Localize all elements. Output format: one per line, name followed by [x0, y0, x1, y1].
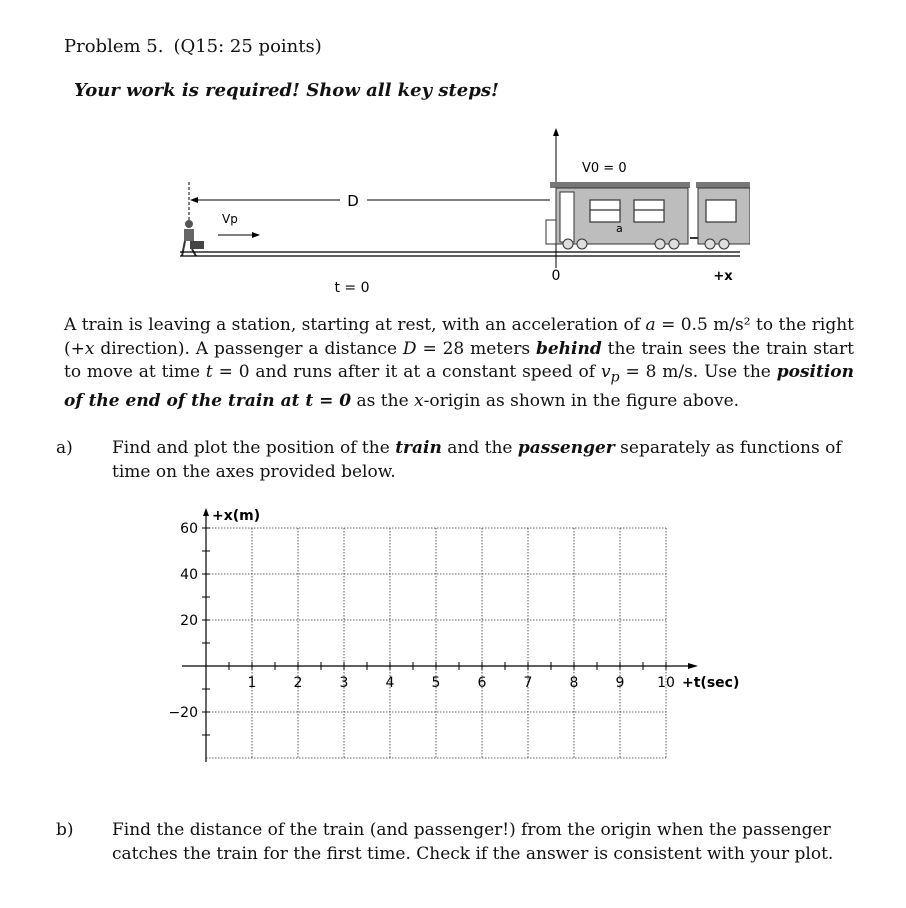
math-v-subscript: p — [610, 369, 620, 386]
train-second-car — [690, 182, 750, 249]
part-b-text: Find the distance of the train (and passenger!) from the origin when the passenger catches the train for the first time. Check if the answer is consistent with your plot. — [112, 820, 834, 864]
statement-part: = 28 meters — [416, 338, 536, 359]
plot-grid — [202, 528, 666, 758]
x-tick-label: 3 — [339, 675, 349, 691]
statement-part: A train is leaving a station, starting at rest, with an acceleration of — [64, 315, 646, 335]
x-tick-label: 9 — [615, 675, 625, 691]
acceleration-label: a — [616, 222, 623, 235]
emphasis-passenger: passenger — [517, 438, 615, 458]
problem-number: Problem 5. — [64, 36, 164, 57]
x-tick-label: 4 — [385, 675, 395, 691]
y-tick-label: −20 — [168, 705, 198, 721]
y-axis-label: +x(m) — [212, 508, 261, 524]
math-x: x — [414, 390, 424, 411]
statement-part: = 8 m/s. Use the — [619, 362, 777, 382]
origin-label: 0 — [551, 268, 561, 284]
y-tick-label: 20 — [180, 613, 198, 629]
origin-axis-arrowhead — [553, 128, 559, 136]
problem-points: (Q15: 25 points) — [173, 36, 322, 57]
passenger-speed-label: Vp — [222, 212, 238, 226]
x-tick-label: 10 — [657, 675, 675, 691]
y-tick-labels — [168, 521, 198, 721]
statement-part: as the — [351, 390, 415, 411]
math-a: a — [645, 315, 656, 335]
problem-statement — [64, 314, 854, 413]
problem-title — [64, 36, 322, 57]
y-tick-label: 60 — [180, 521, 198, 537]
part-b-label: b) — [56, 820, 74, 840]
instruction-text: Your work is required! Show all key steps! — [74, 80, 499, 101]
part-a-text: Find and plot the position of the — [112, 438, 396, 458]
y-axis-arrowhead — [203, 508, 209, 516]
emphasis-behind: behind — [535, 338, 602, 359]
plot-axes — [160, 500, 740, 770]
part-a-text: and the — [441, 438, 518, 458]
train-speed-label: V0 = 0 — [582, 161, 627, 176]
statement-part: the train sees the train start to move at time — [64, 338, 854, 382]
passenger-figure — [182, 220, 204, 256]
x-axis-arrowhead — [688, 663, 698, 669]
distance-arrowhead-left — [190, 197, 198, 203]
x-tick-label: 8 — [569, 675, 579, 691]
math-v: v — [600, 362, 611, 382]
y-tick-label: 40 — [180, 567, 198, 583]
x-tick-label: 1 — [247, 675, 257, 691]
x-tick-label: 2 — [293, 675, 303, 691]
emphasis-train: train — [395, 438, 442, 458]
train-figure — [170, 120, 750, 300]
emphasis-position: position of the end of the train at t = 0 — [64, 362, 854, 411]
statement-part: direction). A passenger a distance — [94, 338, 403, 359]
statement-part: -origin as shown in the figure above. — [423, 390, 740, 411]
time-zero-label: t = 0 — [334, 280, 370, 296]
part-a-text: separately as functions of time on the axes provided below. — [112, 438, 842, 482]
x-tick-label: 6 — [477, 675, 487, 691]
x-axis-label: +x — [713, 269, 733, 284]
x-tick-label: 5 — [431, 675, 441, 691]
distance-label: D — [347, 192, 359, 210]
train-car — [546, 182, 690, 249]
math-x: x — [84, 338, 95, 359]
x-tick-labels — [248, 675, 675, 691]
passenger-velocity-arrowhead — [252, 232, 260, 238]
x-tick-label: 7 — [523, 675, 533, 691]
part-a-label: a) — [56, 438, 73, 458]
statement-part: = 0 and runs after it at a constant speed of — [212, 362, 601, 382]
math-d: D — [402, 338, 417, 359]
part-a-question — [56, 437, 882, 484]
x-axis-label: +t(sec) — [682, 675, 740, 691]
statement-part: = 0.5 m/s² to the right (+ — [64, 315, 854, 359]
math-t: t — [205, 362, 213, 382]
part-b-question — [56, 819, 882, 866]
